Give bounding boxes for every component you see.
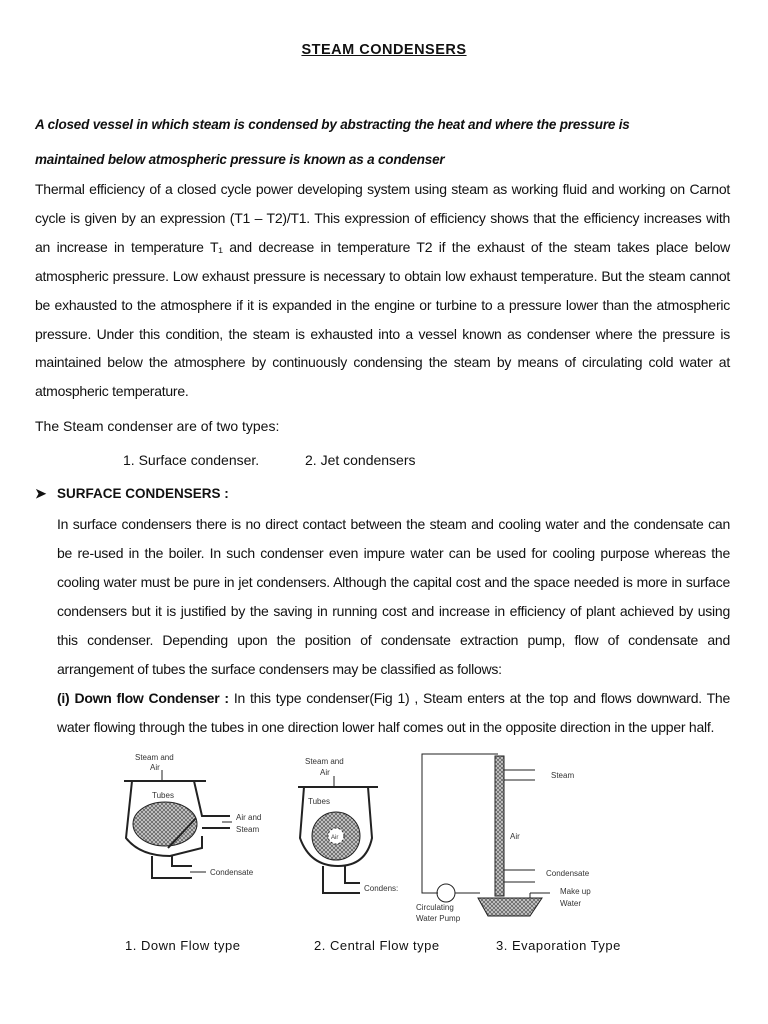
figure-captions (35, 937, 730, 955)
caption-central-flow: 2. Central Flow type (314, 937, 440, 953)
fig3-label-steam: Steam (551, 770, 575, 780)
section-heading-text: SURFACE CONDENSERS : (57, 486, 229, 502)
caption-down-flow: 1. Down Flow type (125, 937, 241, 953)
fig3-label-water: Water (560, 898, 582, 908)
type-jet: 2. Jet condensers (305, 452, 416, 469)
downflow-paragraph (57, 684, 730, 742)
downflow-text: In this type condenser(Fig 1) , Steam enters at the top and flows downward. The water flowing through the tubes in one direction lower half comes out in the opposite direction in the upper half. (57, 689, 731, 735)
arrowhead-bullet-icon: ➤ (35, 486, 47, 502)
fig1-label-air: Air (150, 762, 160, 772)
fig3-label-air: Air (510, 831, 520, 841)
fig2-label-air: Air (320, 767, 330, 777)
condenser-figures (110, 748, 710, 923)
fig2-label-condensate: Condens: (364, 883, 399, 893)
section-heading (35, 484, 730, 504)
figure-down-flow (124, 770, 232, 878)
fig2-label-air-center: Air (331, 834, 339, 841)
fig2-label-tubes: Tubes (308, 796, 330, 806)
fig1-label-steam2: Steam (236, 824, 260, 834)
fig1-label-air-and: Air and (236, 812, 262, 822)
fig3-label-pump: Water Pump (416, 913, 461, 923)
types-intro: The Steam condenser are of two types: (35, 418, 280, 435)
types-list (35, 450, 730, 470)
fig2-label-steam: Steam and (305, 756, 344, 766)
page-title: STEAM CONDENSERS (301, 42, 467, 58)
fig1-label-steam: Steam and (135, 752, 174, 762)
downflow-label: (i) Down flow Condenser : (57, 689, 229, 706)
definition-line-2: maintained below atmospheric pressure is known as a condenser (35, 152, 445, 167)
figure-evaporation (422, 754, 550, 916)
fig1-label-condensate: Condensate (210, 867, 254, 877)
section-paragraph: In surface condensers there is no direct contact between the steam and cooling water and the condensate can be re-used in the boiler. In such condenser even impure water can be used for cooling purpose whereas the cooling water must be pure in jet condensers. Although the capital cost and the space needed is more in surface condensers but it is justified by the saving in running cost and increase in efficiency of plant achieved by using this condenser. Depending upon the position of condensate extraction pump, flow of condensate and arrangement of tubes the surface condensers may be classified as follows: (57, 516, 730, 677)
definition-line-1: A closed vessel in which steam is condensed by abstracting the heat and where the pressure is (35, 117, 630, 132)
intro-paragraph: Thermal efficiency of a closed cycle power developing system using steam as working fluid and working on Carnot cycle is given by an expression (T1 – T2)/T1. This expression of efficiency shows that the efficiency increases with an increase in temperature T₁ and decrease in temperature T2 if the exhaust of the steam takes place below atmospheric pressure. Low exhaust pressure is necessary to obtain low exhaust temperature. But the steam cannot be exhausted to the atmosphere if it is expanded in the engine or turbine to a pressure lower than the atmospheric pressure. Under this condition, the steam is exhausted into a vessel known as condenser where the pressure is maintained below the atmosphere by continuously condensing the steam by means of circulating cold water at atmospheric temperature. (35, 181, 730, 400)
fig3-label-makeup: Make up (560, 886, 591, 896)
fig1-label-tubes: Tubes (152, 790, 174, 800)
fig3-label-condensate: Condensate (546, 868, 590, 878)
fig3-label-circulating: Circulating (416, 902, 454, 912)
type-surface: 1. Surface condenser. (123, 452, 260, 469)
figure-area (110, 748, 710, 923)
caption-evaporation: 3. Evaporation Type (496, 937, 621, 953)
